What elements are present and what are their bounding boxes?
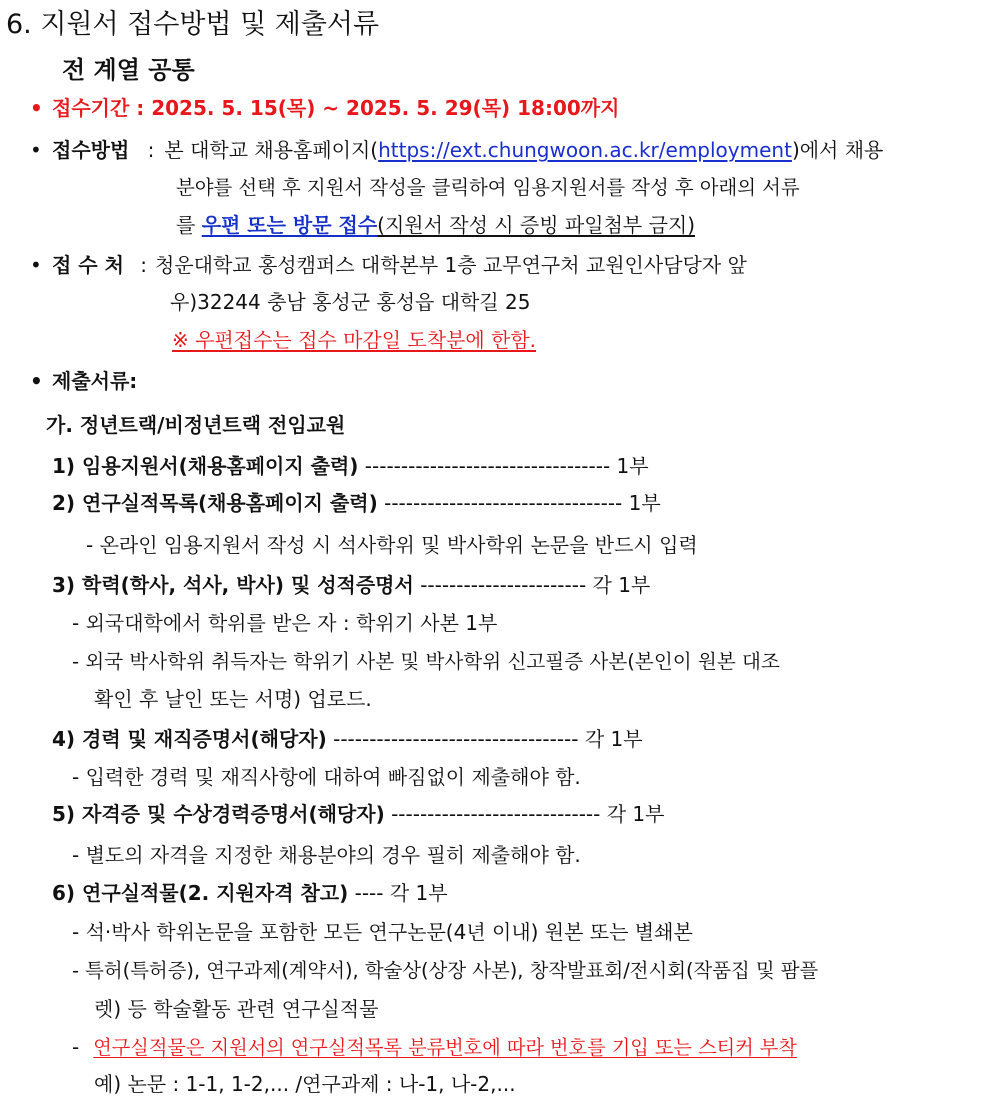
note-foreign-1: - 외국대학에서 학위를 받은 자 : 학위기 사본 1부 bbox=[72, 611, 498, 635]
doc-item-qty: 각 1부 bbox=[592, 573, 651, 597]
doc-item-dashes: ----------------------- bbox=[420, 573, 587, 597]
doc-item-title: 4) 경력 및 재직증명서(해당자) bbox=[52, 727, 327, 751]
note-example: 예) 논문 : 1-1, 1-2,... /연구과제 : 나-1, 나-2,... bbox=[94, 1072, 516, 1096]
submission-method-emphasis: 우편 또는 방문 접수 bbox=[201, 213, 378, 237]
method-line3-pre: 를 bbox=[176, 213, 202, 237]
doc-item-title: 5) 자격증 및 수상경력증명서(해당자) bbox=[52, 802, 385, 826]
note-foreign-2b: 확인 후 날인 또는 서명) 업로드. bbox=[94, 687, 372, 711]
note-license: - 별도의 자격을 지정한 채용분야의 경우 필히 제출해야 함. bbox=[72, 843, 581, 867]
doc-item-5 bbox=[52, 801, 664, 827]
doc-item-dashes: --------------------------------- bbox=[384, 491, 623, 515]
method-line3-post: (지원서 작성 시 증빙 파일첨부 금지) bbox=[377, 213, 696, 237]
method-line-3 bbox=[176, 212, 695, 238]
place-label: 접 수 처 bbox=[52, 253, 124, 277]
doc-item-3 bbox=[52, 572, 650, 598]
doc-item-title: 6) 연구실적물(2. 지원자격 참고) bbox=[52, 881, 349, 905]
doc-item-title: 1) 임용지원서(채용홈페이지 출력) bbox=[52, 454, 359, 478]
doc-item-qty: 1부 bbox=[628, 491, 661, 515]
note-dash: - bbox=[72, 1035, 80, 1059]
note-online: - 온라인 임용지원서 작성 시 석사학위 및 박사학위 논문을 반드시 입력 bbox=[86, 533, 698, 557]
bullet: • bbox=[30, 369, 43, 393]
place-note: ※ 우편접수는 접수 마감일 도착분에 한함. bbox=[172, 328, 537, 352]
place-colon: : bbox=[140, 253, 147, 277]
note-career: - 입력한 경력 및 재직사항에 대하여 빠짐없이 제출해야 함. bbox=[72, 765, 581, 789]
doc-item-2 bbox=[52, 490, 661, 516]
method-line-1 bbox=[30, 137, 883, 163]
note-research-3-red: 연구실적물은 지원서의 연구실적목록 분류번호에 따라 번호를 기입 또는 스티커 부착 bbox=[93, 1036, 797, 1059]
note-research-2a: - 특허(특허증), 연구과제(계약서), 학술상(상장 사본), 창작발표회/전시회(작품집 및 팜플 bbox=[72, 959, 819, 982]
note-research-3 bbox=[72, 1034, 797, 1061]
doc-item-qty: 각 1부 bbox=[606, 802, 665, 826]
docs-label-line bbox=[30, 368, 137, 394]
employment-link[interactable]: https://ext.chungwoon.ac.kr/employment bbox=[378, 138, 792, 162]
bullet: • bbox=[30, 253, 42, 277]
doc-item-1 bbox=[52, 453, 649, 479]
doc-item-title: 3) 학력(학사, 석사, 박사) 및 성적증명서 bbox=[52, 573, 414, 597]
method-line1-post: )에서 채용 bbox=[791, 138, 884, 162]
method-label: 접수방법 bbox=[52, 138, 130, 162]
doc-item-4 bbox=[52, 726, 643, 752]
place-address: 청운대학교 홍성캠퍼스 대학본부 1층 교무연구처 교원인사담당자 앞 bbox=[155, 253, 747, 277]
place-line-1 bbox=[30, 252, 747, 278]
subtitle: 전 계열 공통 bbox=[62, 56, 195, 84]
doc-item-dashes: ---------------------------------- bbox=[333, 727, 579, 751]
doc-item-6 bbox=[52, 880, 448, 906]
bullet: • bbox=[30, 96, 43, 120]
period-text: 접수기간 : 2025. 5. 15(목) ~ 2025. 5. 29(목) 18:00까지 bbox=[52, 96, 620, 120]
doc-item-dashes: ---------------------------------- bbox=[364, 454, 611, 478]
method-line-2: 분야를 선택 후 지원서 작성을 클릭하여 임용지원서를 작성 후 아래의 서류 bbox=[176, 176, 800, 199]
note-research-2b: 렛) 등 학술활동 관련 연구실적물 bbox=[94, 997, 379, 1021]
doc-item-dashes: ----------------------------- bbox=[391, 802, 601, 826]
note-foreign-2a: - 외국 박사학위 취득자는 학위기 사본 및 박사학위 신고필증 사본(본인이 원본 대조 bbox=[72, 650, 780, 673]
bullet: • bbox=[30, 138, 42, 162]
doc-item-qty: 1부 bbox=[616, 454, 649, 478]
docs-label: 제출서류: bbox=[52, 369, 138, 393]
docs-group: 가. 정년트랙/비정년트랙 전임교원 bbox=[46, 413, 346, 437]
period-line bbox=[30, 95, 619, 121]
note-research-1: - 석·박사 학위논문을 포함한 모든 연구논문(4년 이내) 원본 또는 별쇄본 bbox=[72, 920, 693, 944]
method-colon: : bbox=[147, 138, 155, 162]
place-line-2: 우)32244 충남 홍성군 홍성읍 대학길 25 bbox=[170, 290, 531, 314]
doc-item-qty: 각 1부 bbox=[584, 727, 643, 751]
doc-item-qty: 각 1부 bbox=[389, 881, 448, 905]
doc-item-dashes: ---- bbox=[354, 881, 384, 905]
method-line1-pre: 본 대학교 채용홈페이지( bbox=[164, 138, 379, 162]
doc-item-title: 2) 연구실적목록(채용홈페이지 출력) bbox=[52, 491, 378, 515]
section-title: 6. 지원서 접수방법 및 제출서류 bbox=[6, 9, 380, 40]
